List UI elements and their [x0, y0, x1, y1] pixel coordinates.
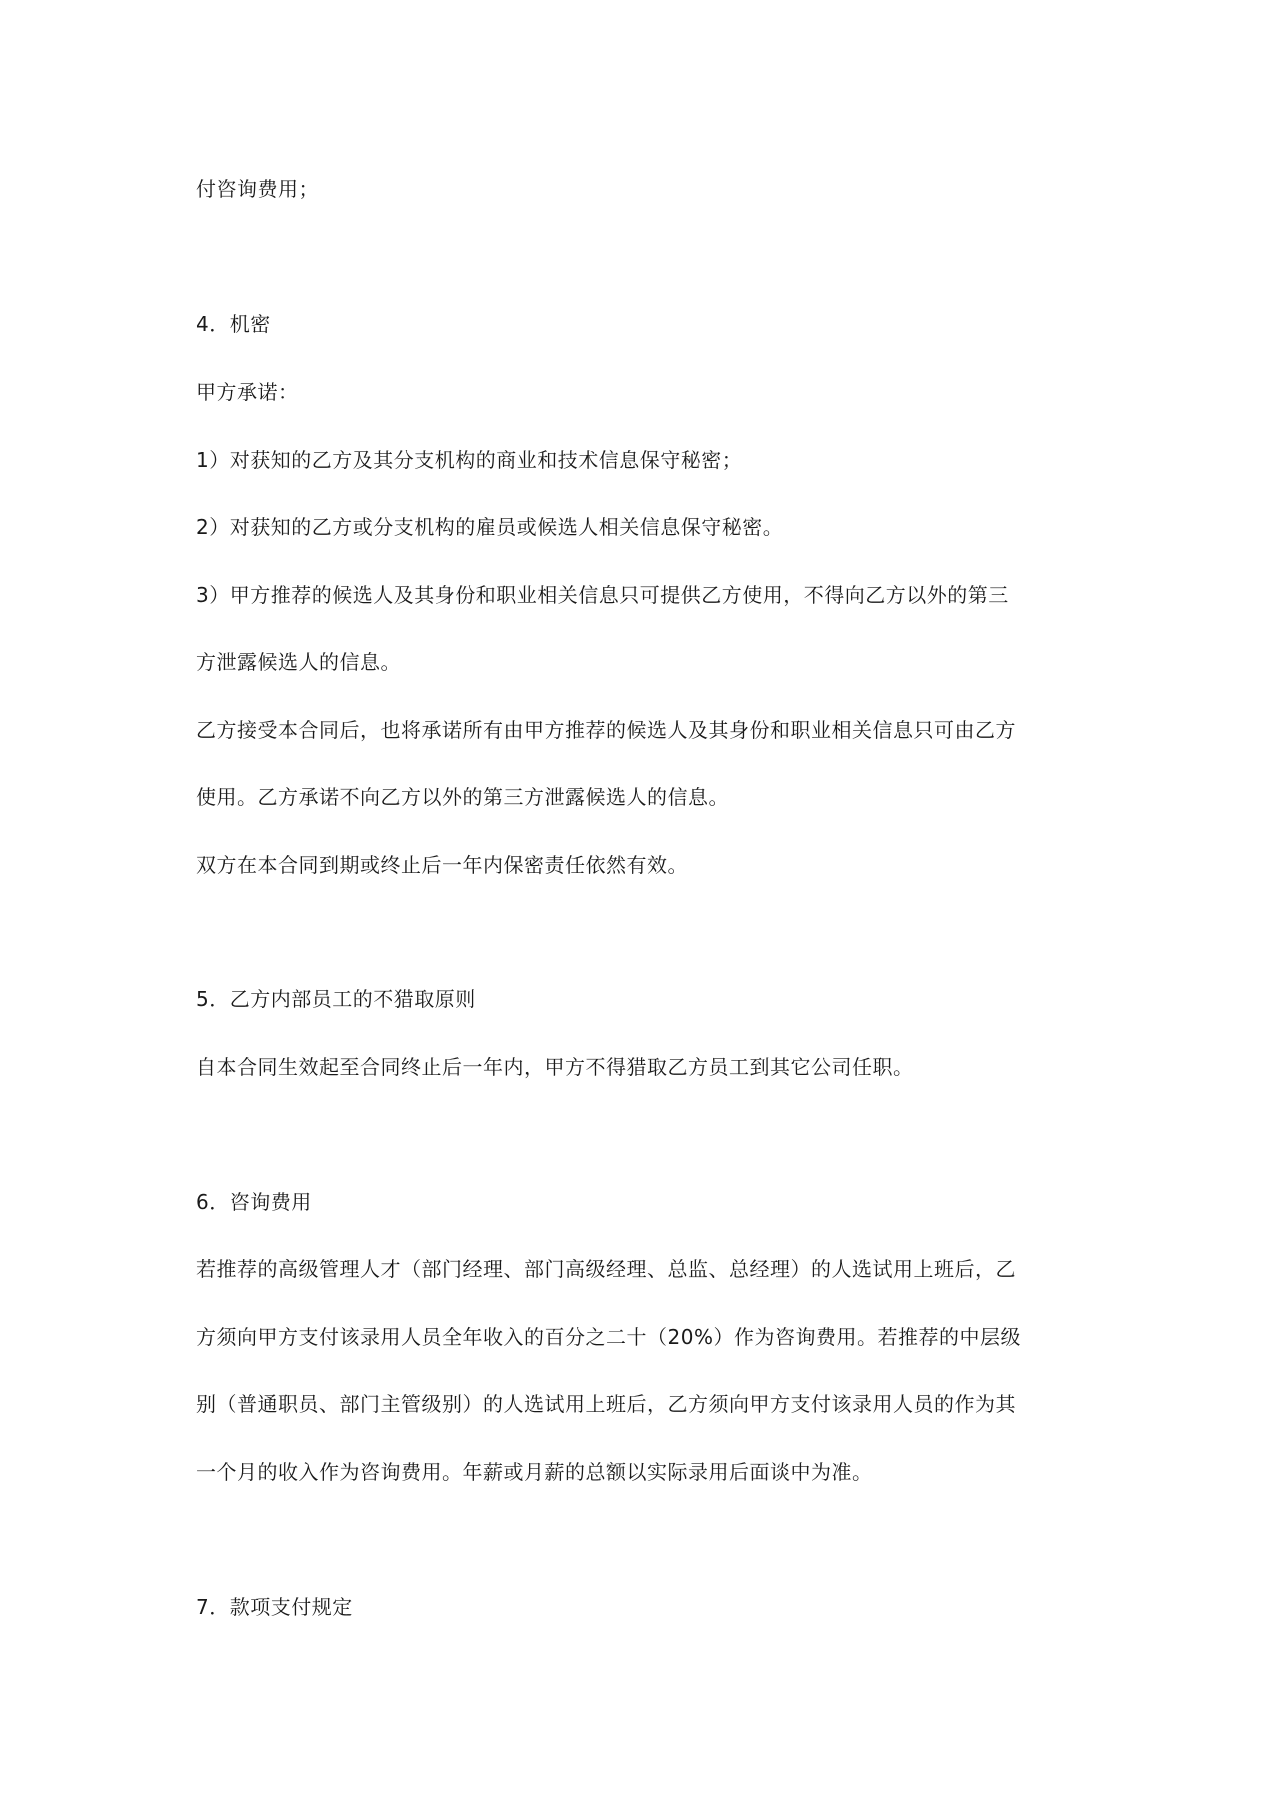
list-item-1: 1）对获知的乙方及其分支机构的商业和技术信息保守秘密；	[196, 448, 743, 472]
list-item-3-continued: 方泄露候选人的信息。	[196, 650, 401, 674]
paragraph-term: 双方在本合同到期或终止后一年内保密责任依然有效。	[196, 853, 688, 877]
paragraph-party-b-line-1: 乙方接受本合同后，也将承诺所有由甲方推荐的候选人及其身份和职业相关信息只可由乙方	[196, 718, 1016, 742]
paragraph-fee-line-2: 方须向甲方支付该录用人员全年收入的百分之二十（20%）作为咨询费用。若推荐的中层级	[196, 1325, 1021, 1349]
section-heading-consulting-fee: 6．咨询费用	[196, 1190, 312, 1214]
paragraph-fee-line-3: 别（普通职员、部门主管级别）的人选试用上班后，乙方须向甲方支付该录用人员的作为其	[196, 1392, 1016, 1416]
paragraph-no-poaching: 自本合同生效起至合同终止后一年内，甲方不得猎取乙方员工到其它公司任职。	[196, 1055, 914, 1079]
text-line-party-a-promise: 甲方承诺：	[196, 380, 299, 404]
paragraph-fee-line-1: 若推荐的高级管理人才（部门经理、部门高级经理、总监、总经理）的人选试用上班后，乙	[196, 1257, 1016, 1281]
section-heading-no-poaching: 5．乙方内部员工的不猎取原则	[196, 987, 476, 1011]
list-item-3: 3）甲方推荐的候选人及其身份和职业相关信息只可提供乙方使用，不得向乙方以外的第三	[196, 583, 1009, 607]
section-heading-payment-rules: 7．款项支付规定	[196, 1595, 353, 1619]
text-line-continuation: 付咨询费用；	[196, 177, 319, 201]
list-item-2: 2）对获知的乙方或分支机构的雇员或候选人相关信息保守秘密。	[196, 515, 784, 539]
paragraph-party-b-line-2: 使用。乙方承诺不向乙方以外的第三方泄露候选人的信息。	[196, 785, 729, 809]
section-heading-confidentiality: 4．机密	[196, 312, 271, 336]
paragraph-fee-line-4: 一个月的收入作为咨询费用。年薪或月薪的总额以实际录用后面谈中为准。	[196, 1460, 873, 1484]
